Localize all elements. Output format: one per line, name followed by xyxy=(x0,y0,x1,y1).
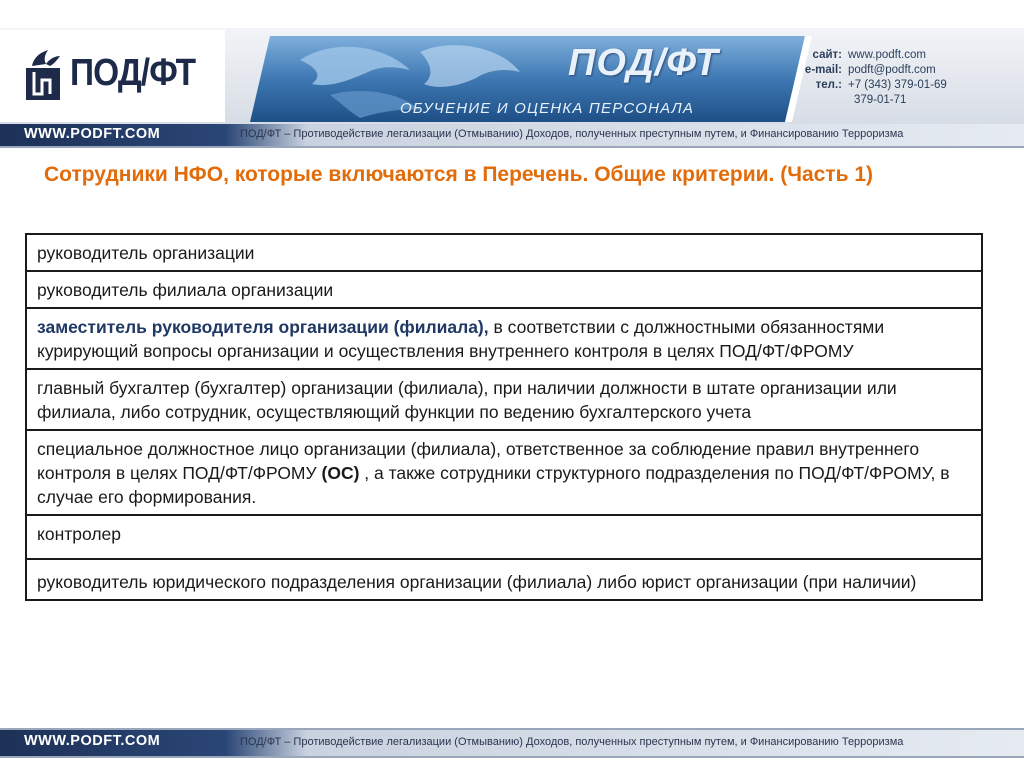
table-row xyxy=(27,558,981,599)
banner-subtitle: ОБУЧЕНИЕ И ОЦЕНКА ПЕРСОНАЛА xyxy=(400,100,695,117)
table-row xyxy=(27,368,981,429)
row-text: руководитель организации xyxy=(37,243,255,263)
header-url-link[interactable]: WWW.PODFT.COM xyxy=(24,126,161,142)
email-link[interactable]: podft@podft.com xyxy=(848,64,936,76)
logo-text: ПОД/ФТ xyxy=(70,52,196,94)
row-text: руководитель филиала организации xyxy=(37,280,334,300)
phone-label: тел.: xyxy=(815,79,842,91)
site-label: сайт: xyxy=(812,49,842,61)
row-text: руководитель юридического подразделения организации (филиала) либо юрист организации (при наличии) xyxy=(37,572,917,592)
row-emphasis: заместитель руководителя организации (филиала), xyxy=(37,317,489,337)
email-label: e-mail: xyxy=(804,64,842,76)
contacts-block xyxy=(790,48,1010,108)
table-row xyxy=(27,235,981,270)
banner-title: ПОД/ФТ xyxy=(568,42,719,84)
table-row xyxy=(27,514,981,558)
row-text: специальное должностное лицо организации (филиала), ответственное за соблюдение правил внутреннего контроля в целях ПОД/ФТ/ФРОМУ xyxy=(37,439,920,483)
header-motto: ПОД/ФТ – Противодействие легализации (Отмыванию) Доходов, полученных преступным путем, и Финансированию Терроризма xyxy=(240,128,904,140)
header-strip xyxy=(0,123,1024,147)
header-banner xyxy=(0,0,1024,150)
phone-value-2: 379-01-71 xyxy=(854,94,907,106)
footer-url-link[interactable]: WWW.PODFT.COM xyxy=(24,733,161,749)
table-row xyxy=(27,270,981,307)
row-text: контролер xyxy=(37,524,122,544)
row-text-after: , а также сотрудники структурного подразделения по ПОД/ФТ/ФРОМУ, в случае его формирования. xyxy=(37,463,950,507)
phone-value-1: +7 (343) 379-01-69 xyxy=(848,79,947,91)
logo-emblem-icon xyxy=(24,50,62,102)
footer-strip xyxy=(0,728,1024,758)
footer-motto: ПОД/ФТ – Противодействие легализации (Отмыванию) Доходов, полученных преступным путем, и Финансированию Терроризма xyxy=(240,736,904,748)
site-link[interactable]: www.podft.com xyxy=(848,49,926,61)
slide-title: Сотрудники НФО, которые включаются в Перечень. Общие критерии. (Часть 1) xyxy=(44,163,874,186)
table-row xyxy=(27,429,981,514)
table-row xyxy=(27,307,981,368)
logo-area xyxy=(0,30,225,122)
row-text: главный бухгалтер (бухгалтер) организации (филиала), при наличии должности в штате организации или филиала, либо сотрудник, осуществляющий функции по ведению бухгалтерского учета xyxy=(37,378,897,422)
criteria-table xyxy=(25,233,983,601)
row-emphasis: (ОС) xyxy=(321,463,360,483)
row-text: в соответствии с должностными обязанностями курирующий вопросы организации и осуществления внутреннего контроля в целях ПОД/ФТ/ФРОМУ xyxy=(37,317,885,361)
